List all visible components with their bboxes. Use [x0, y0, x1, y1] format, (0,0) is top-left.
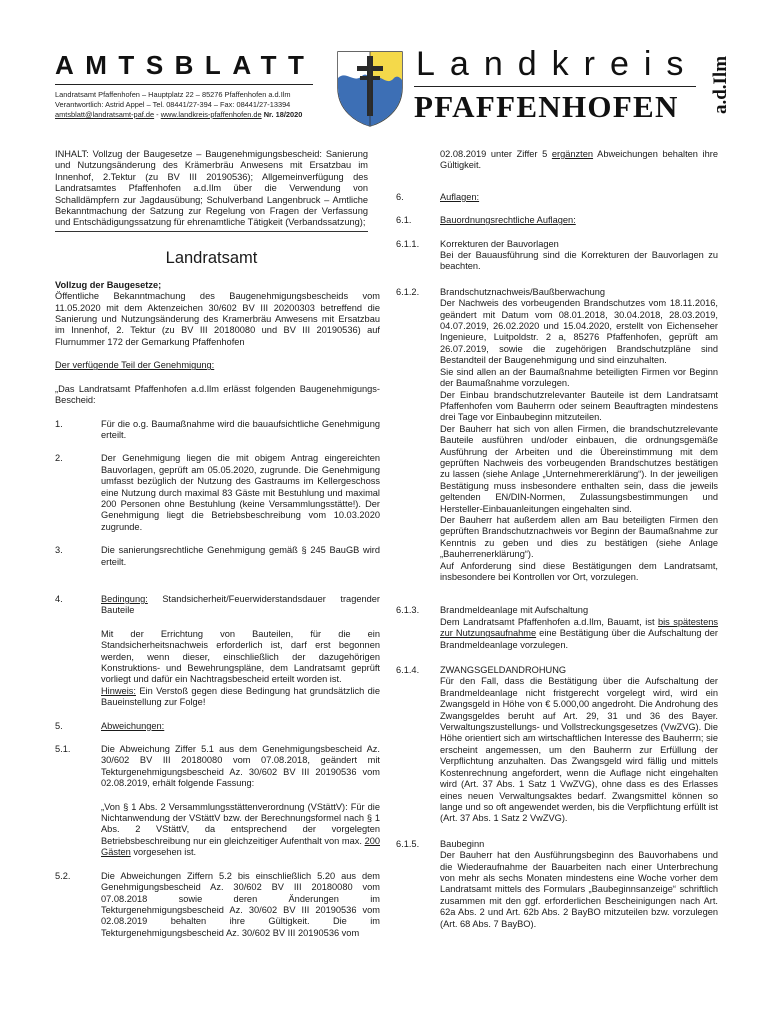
item-text: Der Nachweis des vorbeugenden Brandschutzes vom 18.11.2016, geändert mit Datum vom 08.01.2018, 30.04.2018, 28.03.2019, 04.07.2019, 26.02.2020 und 15.04.2020, erstellt von Eichenseher Ingenieure, Luitpoldstr. 2 a, 85276 Pfaffenhofen, geprüft am 26.07.2019, sowie die zugehörigen Brandschutzpläne sind Bestandteil der Baugenehmigung und sind einzuhalten. — [440, 298, 718, 366]
item-text: Sie sind allen an der Baumaßnahme beteiligten Firmen vor Beginn der Baumaßnahme vorzulegen. — [440, 366, 718, 389]
item-text: Der Bauherr hat außerdem allen am Bau beteiligten Firmen den geprüften Brandschutznachweis vor Beginn der Baumaßnahme zur Kenntnis zu geben und dies zu bestätigen (siehe Anlage „Bauherrenerklärung“). — [440, 514, 718, 560]
issue-number: Nr. 18/2020 — [263, 110, 303, 119]
item-title: Brandschutznachweis/Baußberwachung — [440, 286, 606, 297]
item-text: Der Bauherr hat den Ausführungsbeginn des Bauvorhabens und die Wiederaufnahme der Bauarbeiten nach einer Unterbrechung von mehr als sechs Monaten mindestens eine Woche vorher dem Landratsamt mittels des Formulars „Baubeginnsanzeige“ schriftlich zusammen mit den ggf. erforderlichen Bescheinigungen nach Art. 62a Abs. 2 und Art. 62b Abs. 2 BayBO mitzuteilen bzw. vorzulegen (Art. 68 Abs. 7 BayBO). — [440, 850, 718, 929]
masthead-rule — [55, 84, 313, 85]
brand-pfaffenhofen: PFAFFENHOFEN — [414, 89, 679, 124]
brand-rule — [414, 86, 696, 87]
item-number: 1. — [55, 418, 63, 429]
hinweis-text: Ein Verstoß gegen diese Bedingung hat grundsätzlich die Baueinstellung zur Folge! — [101, 685, 380, 708]
item-number: 5.1. — [55, 744, 71, 755]
toc-separator — [55, 231, 368, 232]
item-number: 5.2. — [55, 870, 71, 881]
item-text: Die Abweichungen Ziffern 5.2 bis einschließlich 5.20 aus dem Genehmigungsbescheid Az. 30/602 BV III 20180080 vom 07.08.2018 sowie deren Änderungen im Tekturgenehmigungsbescheid Az. 30/602 BV III 20190536 vom 02.08.2019 behalten ihre Gültigkeit. Die im Tekturgenehmigungsbescheid Az. 30/602 BV III 20190536 vom — [101, 870, 380, 938]
list-item — [396, 239, 718, 273]
item-label: Auflagen: — [440, 191, 480, 202]
list-item — [55, 453, 380, 533]
item-text: Die sanierungsrechtliche Genehmigung gemäß § 245 BauGB wird erteilt. — [101, 545, 380, 567]
deviations-label: Abweichungen: — [101, 720, 165, 731]
email-link[interactable]: amtsblatt@landratsamt-paf.de — [55, 110, 155, 119]
item-number: 6. — [396, 191, 404, 202]
masthead-title: AMTSBLATT — [55, 50, 316, 80]
contact-separator: - — [154, 110, 161, 119]
list-item — [55, 871, 380, 939]
masthead-contact — [55, 110, 317, 120]
continued-text: 02.08.2019 unter Ziffer 5 ergänzten Abweichungen behalten ihre Gültigkeit. — [440, 149, 718, 171]
section-heading: Landratsamt — [165, 248, 258, 267]
masthead-responsible: Verantwortlich: Astrid Appel – Tel. 08441/27-394 – Fax: 08441/27-13394 — [55, 100, 291, 109]
right-column — [396, 149, 718, 942]
item-title: Korrekturen der Bauvorlagen — [440, 238, 559, 249]
hinweis-label: Hinweis: — [101, 685, 136, 696]
item-text: Der Einbau brandschutzrelevanter Bauteile ist dem Landratsamt Pfaffenhofen vom Bauherrn oder seinem Beauftragten mindestens drei Tage vor Einbaubeginn mitzuteilen. — [440, 389, 718, 423]
list-item-condition — [55, 594, 380, 617]
notice-intro: „Das Landratsamt Pfaffenhofen a.d.Ilm erlässt folgenden Baugenehmigungs-Bescheid: — [55, 383, 380, 406]
item-number: 6.1. — [396, 215, 412, 226]
item-number: 6.1.2. — [396, 286, 420, 297]
landkreis-logo — [414, 44, 731, 124]
list-item — [396, 605, 718, 651]
list-item-deviations — [55, 721, 380, 732]
condition-label: Bedingung: — [101, 593, 148, 604]
item-number: 2. — [55, 453, 63, 464]
item-text: Bei der Bauausführung sind die Korrekturen der Bauvorlagen zu beachten. — [440, 250, 718, 272]
item-text: Für die o.g. Baumaßnahme wird die bauaufsichtliche Genehmigung erteilt. — [101, 418, 380, 440]
item-number: 5. — [55, 720, 63, 731]
item-text: Die Abweichung Ziffer 5.1 aus dem Genehmigungsbescheid Az. 30/602 BV III 20180080 vom 07.08.2018, geändert mit Tekturgenehmigungsbescheid Az. 30/602 BV III 20190536 vom 02.08.2019, erhält folgende Fassung: — [101, 744, 380, 789]
list-item — [396, 287, 718, 584]
brand-adilm: a.d.Ilm — [710, 55, 731, 115]
notice-title: Vollzug der Baugesetze; — [55, 279, 162, 290]
item-title: Baubeginn — [440, 838, 485, 849]
condition-paragraph: Mit der Errichtung von Bauteilen, für die ein Standsicherheitsnachweis erforderlich ist, darf erst begonnen werden, wenn dieser, einschließlich der dazugehörigen Konstruktions- und Bewehrungspläne, dem Landratsamt geprüft vorliegt und dafür ein Nachtragsbescheid erteilt worden ist. Hinweis: Ein Verstoß gegen diese Bedingung hat grundsätzlich die Baueinstellung zur Folge! — [101, 628, 380, 708]
condition-text: Standsicherheit/Feuerwiderstandsdauer tragender Bauteile — [101, 593, 380, 616]
list-item — [396, 215, 718, 226]
item-number: 3. — [55, 545, 63, 556]
list-item — [396, 192, 718, 203]
masthead-address: Landratsamt Pfaffenhofen – Hauptplatz 22 – 85276 Pfaffenhofen a.d.Ilm — [55, 90, 291, 99]
list-item — [55, 744, 380, 790]
item-text: Der Bauherr hat sich von allen Firmen, die brandschutzrelevante Bauteile ausführen und/oder einbauen, die ordnungsgemäße Ausführung der Arbeiten und die Übereinstimmung mit dem geprüften Nachweis des vorbeugenden Brandschutzes bestätigen zu lassen (siehe Anlage „Unternehmererklärung“). In der jeweiligen Bestätigung muss insbesondere enthalten sein, dass die jeweils geltenden EN/DIN-Normen, Zulassungsbestimmungen und Hersteller-Einbauanleitungen eingehalten sind. — [440, 423, 718, 514]
item-title: ZWANGSGELDANDROHUNG — [440, 665, 567, 676]
list-item — [55, 419, 380, 442]
list-item — [396, 665, 718, 825]
table-of-contents: INHALT: Vollzug der Baugesetze – Baugenehmigungsbescheid: Sanierung und Nutzungsänderung des Krämerbräu Anwesens mit Ersatzbau im Innenhof, 2.Tektur (zu BV III 20190536); Allgemeinverfügung des Landratsamtes Pfaffenhofen a.d.Ilm über die Verwendung von Schalldämpfern zur Jagdausübung; Schulverband Langenbruck – Amtliche Bekanntmachung der Satzung zur Regelung von Fragen der Verfassung und Entschädigungssatzung für ehrenamtliche Tätigkeit (Verbandssatzung); — [55, 149, 368, 228]
quoted-deviation: „Von § 1 Abs. 2 Versammlungsstättenverordnung (VStättV): Für die Nichtanwendung der VStättV bzw. der Berechnungsformel nach § 1 Abs. 2 VStättV, da entsprechend der vorgelegten Betriebsbeschreibung nur ein gleichzeitiger Aufenthalt von max. 200 Gästen vorgesehen ist. — [101, 801, 380, 858]
item-number: 4. — [55, 593, 63, 604]
item-text: Auf Anforderung sind diese Bestätigungen dem Landratsamt, insbesondere bei Kontrollen vor Ort, vorzulegen. — [440, 560, 718, 582]
operative-part-heading: Der verfügende Teil der Genehmigung: — [55, 360, 215, 371]
item-number: 6.1.5. — [396, 838, 420, 849]
coat-of-arms-icon — [334, 48, 406, 128]
item-number: 6.1.3. — [396, 605, 420, 616]
notice-summary: Öffentliche Bekanntmachung des Baugenehmigungsbescheids vom 11.05.2020 mit dem Aktenzeichen 30/602 BV III 20200303 betreffend die Sanierung und Nutzungsänderung des Kramerbräu Anwesens mit Ersatzbau im Innenhof, 2. Tektur (zu BV III 20180080 und BV III 20190536) auf Flurnummer 172 der Gemarkung Pfaffenhofen — [55, 291, 380, 347]
item-number: 6.1.4. — [396, 665, 420, 676]
item-text: Dem Landratsamt Pfaffenhofen a.d.Ilm, Bauamt, ist bis spätestens zur Nutzungsaufnahme eine Bestätigung über die Aufschaltung der Brandmeldeanlage vorzulegen. — [440, 616, 718, 650]
left-column — [55, 149, 380, 951]
item-number: 6.1.1. — [396, 238, 420, 249]
list-item — [55, 545, 380, 568]
item-text: Der Genehmigung liegen die mit obigem Antrag eingereichten Bauvorlagen, geprüft am 05.05.2020, zugrunde. Die Genehmigung umfasst bezüglich der Nutzung des Gastraums im Kellergeschoss eine Nutzung durch maximal 83 Gäste mit Bestuhlung und maximal 200 Personen ohne Bestuhlung (keine Versammlungsstätte!). Der Genehmigung liegt die Betriebsbeschreibung vom 10.03.2020 zugrunde. — [101, 453, 380, 532]
item-text: Für den Fall, dass die Bestätigung über die Aufschaltung der Brandmeldeanlage nicht fristgerecht vorgelegt wird, wird ein Zwangsgeld in Höhe von € 5.000,00 angedroht. Die Androhung des Zwangsgeldes beruht auf Art. 29, 31 und 36 des Bayer. Verwaltungszustellungs- und Vollstreckungsgesetzes (VwZVG). Die Höhe orientiert sich am wirtschaftlichen Interesse des Bauherrn; sie erscheint angemessen, um den Bauherrn zur Erfüllung der Verpflichtung anzuhalten. Das Zwangsgeld wird fällig und mittels Kostenrechnung angefordert, wenn die Auflage nicht eingehalten wird (Art. 37 Abs. 1 Satz 1 VwZVG), ohne dass es des Erlasses eines neuen Verwaltungsaktes bedarf. Zwangsmittel können so lange und so oft angewendet werden, bis die Verpflichtung erfüllt ist (Art. 37 Abs. 1 Satz 2 VwZVG). — [440, 676, 718, 824]
list-item — [396, 839, 718, 930]
masthead — [55, 50, 317, 120]
website-link[interactable]: www.landkreis-pfaffenhofen.de — [160, 110, 262, 119]
item-title: Brandmeldeanlage mit Aufschaltung — [440, 605, 589, 616]
brand-landkreis: Landkreis — [416, 45, 699, 83]
item-label: Bauordnungsrechtliche Auflagen: — [440, 215, 576, 226]
